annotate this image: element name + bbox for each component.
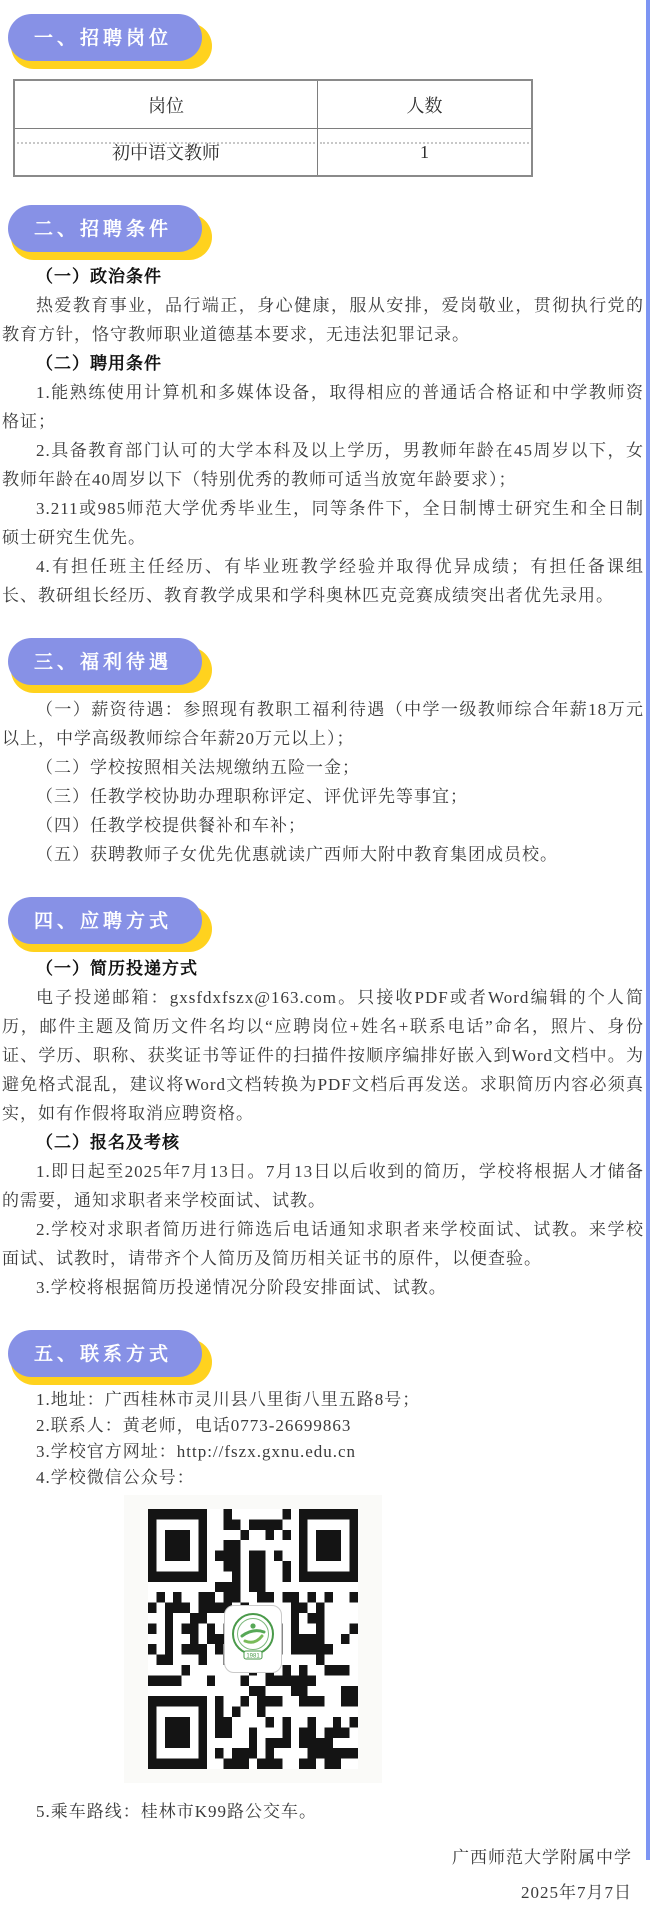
paragraph: （四）任教学校提供餐补和车补； [36, 816, 306, 835]
paragraph-email: 电子投递邮箱：gxsfdxfszx@163.com。只接收PDF或者Word编辑的个人简历，邮件主题及简历文件名均以“应聘岗位+姓名+联系电话”命名，照片、身份证、学历、职称、获奖证书等证件的扫描件按顺序编排好嵌入到Word文档中。为避免格式混乱，建议将Word文档转换为PDF文档后再发送。求职简历内容必须真实，如有作假将取消应聘资格。 [2, 988, 644, 1123]
section-3-content [0, 695, 650, 869]
paragraph: 2.具备教育部门认可的大学本科及以上学历，男教师年龄在45周岁以下，女教师年龄在40周岁以下（特别优秀的教师可适当放宽年龄要求）； [2, 441, 644, 489]
section-5-badge [8, 1330, 202, 1377]
contact-website: 3.学校官方网址：http://fszx.gxnu.edu.cn [36, 1442, 357, 1461]
paragraph: 3.211或985师范大学优秀毕业生，同等条件下，全日制博士研究生和全日制硕士研究生优先。 [2, 499, 644, 547]
school-seal-icon [231, 1611, 275, 1667]
paragraph: （二）学校按照相关法规缴纳五险一金； [36, 758, 360, 777]
paragraph: 4.有担任班主任经历、有毕业班教学经验并取得优异成绩；有担任备课组长、教研组长经历、教育教学成果和学科奥林匹克竞赛成绩突出者优先录用。 [2, 557, 644, 605]
section-4-content [0, 954, 650, 1302]
subheading: （二）聘用条件 [36, 354, 162, 373]
paragraph: （一）薪资待遇：参照现有教职工福利待遇（中学一级教师综合年薪18万元以上，中学高级教师综合年薪20万元以上）； [2, 700, 644, 748]
paragraph: 2.学校对求职者简历进行筛选后电话通知求职者来学校面试、试教。来学校面试、试教时，请带齐个人简历及简历相关证书的原件，以便查验。 [2, 1220, 644, 1268]
school-logo [224, 1605, 282, 1673]
contact-bus-route: 5.乘车路线：桂林市K99路公交车。 [36, 1802, 318, 1821]
section-2-content [0, 262, 650, 610]
right-accent-line [646, 0, 650, 1860]
contact-address: 1.地址：广西桂林市灵川县八里街八里五路8号； [36, 1390, 421, 1409]
cell-position: 初中语文教师 [14, 129, 318, 177]
footer-organization: 广西师范大学附属中学 [452, 1848, 632, 1867]
contact-person: 2.联系人：黄老师，电话0773-26699863 [36, 1416, 352, 1435]
section-3-badge [8, 638, 202, 685]
subheading: （一）简历投递方式 [36, 959, 198, 978]
section-3-badge-label: 三、福利待遇 [8, 638, 202, 685]
table-header-row [14, 80, 532, 129]
cell-count: 1 [318, 129, 533, 177]
paragraph: 3.学校将根据简历投递情况分阶段安排面试、试教。 [36, 1278, 447, 1297]
section-4-badge [8, 897, 202, 944]
wechat-qr-image [124, 1495, 382, 1783]
section-1-badge [8, 14, 202, 61]
section-5-badge-label: 五、联系方式 [8, 1330, 202, 1377]
seal-year: 1981 [246, 1653, 260, 1660]
subheading: （一）政治条件 [36, 267, 162, 286]
column-header-position: 岗位 [14, 80, 318, 129]
paragraph: 1.即日起至2025年7月13日。7月13日以后收到的简历，学校将根据人才储备的需要，通知求职者来学校面试、试教。 [2, 1162, 644, 1210]
paragraph: 1.能熟练使用计算机和多媒体设备，取得相应的普通话合格证和中学教师资格证； [2, 383, 644, 431]
subheading: （二）报名及考核 [36, 1133, 180, 1152]
section-2-badge-label: 二、招聘条件 [8, 205, 202, 252]
paragraph: 热爱教育事业，品行端正，身心健康，服从安排，爱岗敬业，贯彻执行党的教育方针，恪守教师职业道德基本要求，无违法犯罪记录。 [2, 296, 644, 344]
section-5-content [0, 1387, 650, 1825]
section-2-badge [8, 205, 202, 252]
footer-date: 2025年7月7日 [521, 1883, 632, 1902]
paragraph: （五）获聘教师子女优先优惠就读广西师大附中教育集团成员校。 [36, 845, 558, 864]
section-4-badge-label: 四、应聘方式 [8, 897, 202, 944]
table-row [14, 129, 532, 177]
column-header-count: 人数 [318, 80, 533, 129]
contact-wechat-label: 4.学校微信公众号： [36, 1468, 195, 1487]
positions-table [13, 79, 533, 177]
paragraph: （三）任教学校协助办理职称评定、评优评先等事宜； [36, 787, 468, 806]
section-1-badge-label: 一、招聘岗位 [8, 14, 202, 61]
qr-box [148, 1509, 358, 1769]
